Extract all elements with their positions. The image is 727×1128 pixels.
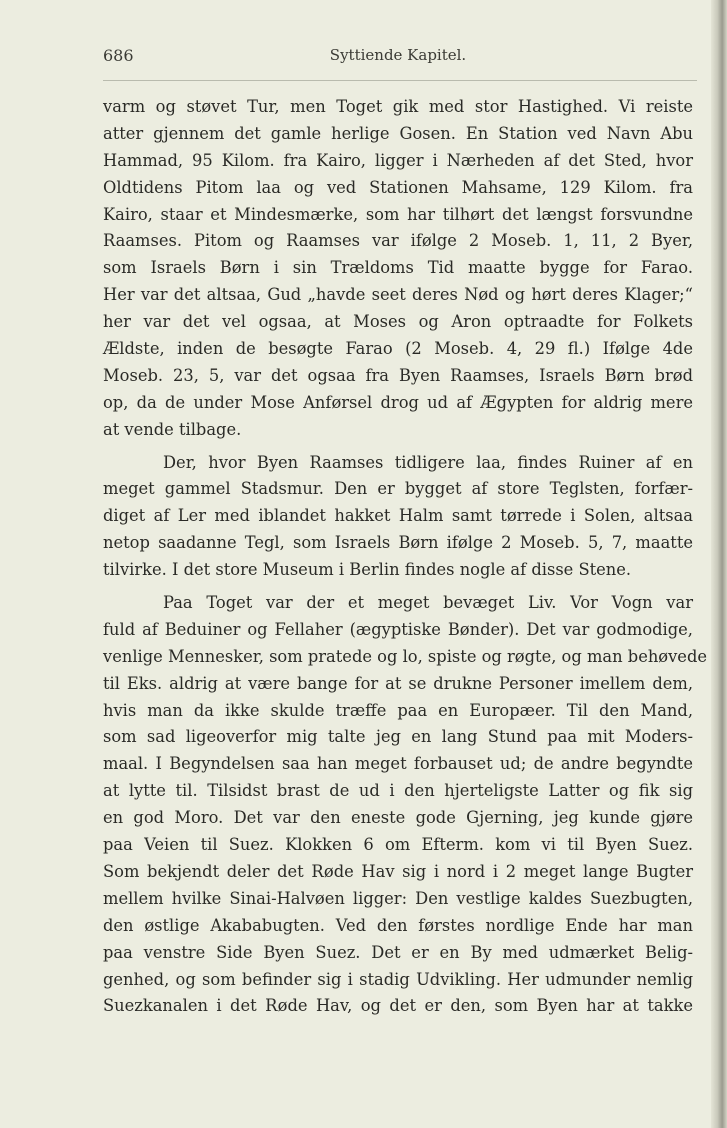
page-binding-edge (711, 0, 727, 1128)
text-line: en god Moro. Det var den eneste gode Gjerning, jeg kunde gjøre (103, 808, 693, 828)
text-line: Her var det altsaa, Gud „havde seet deres Nød og hørt deres Klager;“ (103, 285, 693, 305)
text-line: paa Veien til Suez. Klokken 6 om Efterm. kom vi til Byen Suez. (103, 835, 693, 855)
text-line: at lytte til. Tilsidst brast de ud i den hjerteligste Latter og fik sig (103, 781, 693, 801)
header-rule (103, 80, 697, 81)
running-header (103, 46, 693, 70)
text-line: fuld af Beduiner og Fellaher (ægyptiske Bønder). Det var godmodige, (103, 619, 693, 639)
text-line: Kairo, staar et Mindesmærke, som har tilhørt det længst forsvundne (103, 204, 693, 224)
text-line: varm og støvet Tur, men Toget gik med stor Hastighed. Vi reiste (103, 97, 693, 116)
page-body (103, 94, 708, 1020)
text-line: atter gjennem det gamle herlige Gosen. En Station ved Navn Abu (103, 123, 693, 143)
paragraph (103, 450, 693, 584)
text-line: diget af Ler med iblandet hakket Halm samt tørrede i Solen, altsaa (103, 506, 693, 526)
text-line: hvis man da ikke skulde træffe paa en Europæer. Til den Mand, (103, 700, 693, 720)
text-line: maal. I Begyndelsen saa han meget forbauset ud; de andre begyndte (103, 754, 693, 774)
text-line: paa venstre Side Byen Suez. Det er en By med udmærket Belig- (103, 942, 693, 962)
text-line: Moseb. 23, 5, var det ogsaa fra Byen Raamses, Israels Børn brød (103, 365, 693, 385)
text-line: genhed, og som befinder sig i stadig Udvikling. Her udmunder nemlig (103, 969, 693, 989)
paragraph (103, 94, 693, 444)
text-line: Der, hvor Byen Raamses tidligere laa, findes Ruiner af en (163, 452, 693, 472)
text-line: Som bekjendt deler det Røde Hav sig i nord i 2 meget lange Bugter (103, 861, 693, 881)
text-line: Raamses. Pitom og Raamses var ifølge 2 Moseb. 1, 11, 2 Byer, (103, 231, 693, 251)
text-line: tilvirke. I det store Museum i Berlin findes nogle af disse Stene. (103, 560, 632, 580)
text-line: at vende tilbage. (103, 419, 242, 439)
text-line: til Eks. aldrig at være bange for at se drukne Personer imellem dem, (103, 673, 693, 693)
paragraph (103, 590, 708, 1020)
text-line: meget gammel Stadsmur. Den er bygget af store Teglsten, forfær- (103, 479, 693, 499)
text-line: Oldtidens Pitom laa og ved Stationen Mahsame, 129 Kilom. fra (103, 177, 693, 197)
text-line: op, da de under Mose Anførsel drog ud af Ægypten for aldrig mere (103, 392, 693, 412)
text-line: mellem hvilke Sinai-Halvøen ligger: Den vestlige kaldes Suezbugten, (103, 888, 693, 908)
text-line: som Israels Børn i sin Trældoms Tid maatte bygge for Farao. (103, 258, 693, 278)
text-line: som sad ligeoverfor mig talte jeg en lang Stund paa mit Moders- (103, 727, 693, 747)
text-line: her var det vel ogsaa, at Moses og Aron optraadte for Folkets (103, 312, 693, 332)
page-number: 686 (103, 46, 134, 65)
text-line: netop saadanne Tegl, som Israels Børn ifølge 2 Moseb. 5, 7, maatte (103, 533, 693, 553)
running-title: Syttiende Kapitel. (329, 46, 467, 64)
text-line: den østlige Akababugten. Ved den førstes nordlige Ende har man (103, 915, 693, 935)
text-line: venlige Mennesker, som pratede og lo, spiste og røgte, og man behøvede (103, 646, 708, 666)
text-line: Ældste, inden de besøgte Farao (2 Moseb. 4, 29 fl.) Ifølge 4de (103, 339, 693, 359)
text-line: Suezkanalen i det Røde Hav, og det er den, som Byen har at takke (103, 996, 693, 1016)
text-line: Hammad, 95 Kilom. fra Kairo, ligger i Nærheden af det Sted, hvor (103, 150, 693, 170)
text-line: Paa Toget var der et meget bevæget Liv. Vor Vogn var (163, 593, 693, 613)
